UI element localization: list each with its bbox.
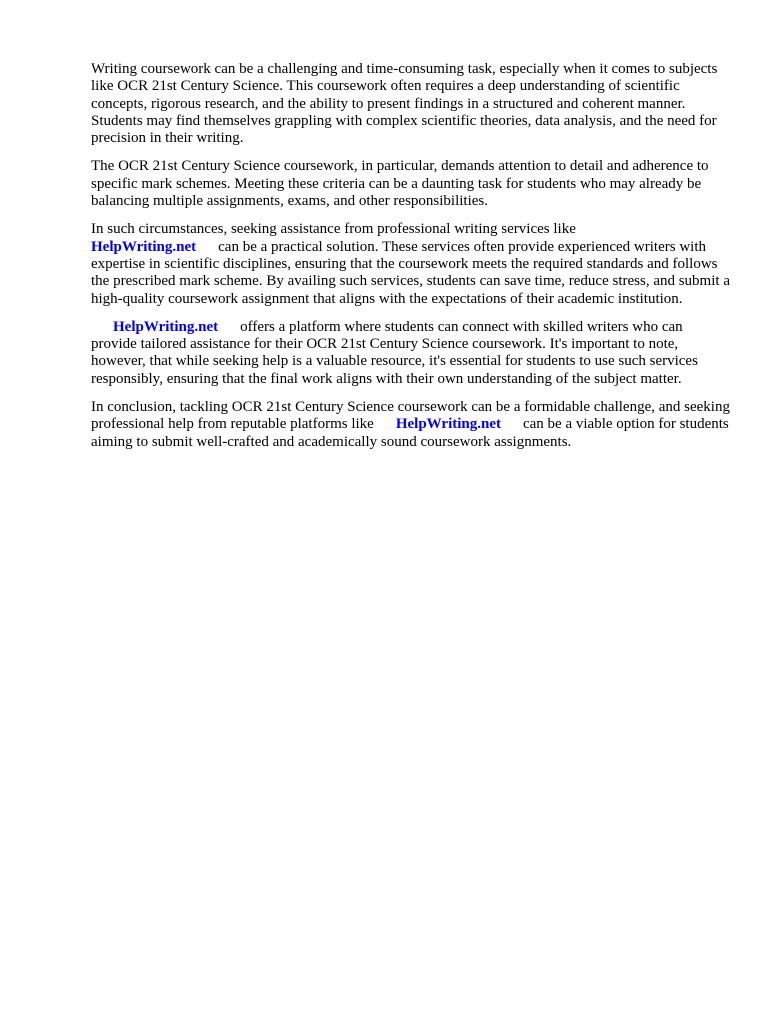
paragraph-intro [91,61,731,147]
paragraph-platform-text: offers a platform where students can connect with skilled writers who can provide tailored assistance for their OCR 21st Century Science coursework. It's important to note, however, that while seeking help is a valuable resource, it's essential for students to use such services responsibly, ensuring that the final work aligns with their own understanding of the subject matter. [91,318,698,387]
paragraph-conclusion [91,399,731,451]
document-body [91,61,731,462]
helpwriting-link-2[interactable]: HelpWriting.net [113,318,219,335]
paragraph-assistance [91,221,731,307]
paragraph-platform [91,319,731,388]
paragraph-mark-schemes-text: The OCR 21st Century Science coursework, in particular, demands attention to detail and adherence to specific mark schemes. Meeting these criteria can be a daunting task for students who may already be balancing multiple assignments, exams, and other responsibilities. [91,158,709,210]
helpwriting-link-1[interactable]: HelpWriting.net [91,238,197,255]
paragraph-conclusion-text-after: can be a viable option for students aiming to submit well-crafted and academically sound coursework assignments. [91,416,729,450]
paragraph-mark-schemes [91,158,731,210]
paragraph-assistance-text-before: In such circumstances, seeking assistance from professional writing services like [91,221,576,238]
paragraph-intro-text: Writing coursework can be a challenging and time-consuming task, especially when it comes to subjects like OCR 21st Century Science. This coursework often requires a deep understanding of scientific concepts, rigorous research, and the ability to present findings in a structured and coherent manner. Students may find themselves grappling with complex scientific theories, data analysis, and the need for precision in their writing. [91,61,718,147]
paragraph-assistance-text-after: can be a practical solution. These services often provide experienced writers with expertise in scientific disciplines, ensuring that the coursework meets the required standards and follows the prescribed mark scheme. By availing such services, students can save time, reduce stress, and submit a high-quality coursework assignment that aligns with the expectations of their academic institution. [91,238,730,307]
paragraph-conclusion-text-before: In conclusion, tackling OCR 21st Century Science coursework can be a formidable challenge, and seeking professional help from reputable platforms like [91,399,730,433]
helpwriting-link-3[interactable]: HelpWriting.net [395,416,501,433]
